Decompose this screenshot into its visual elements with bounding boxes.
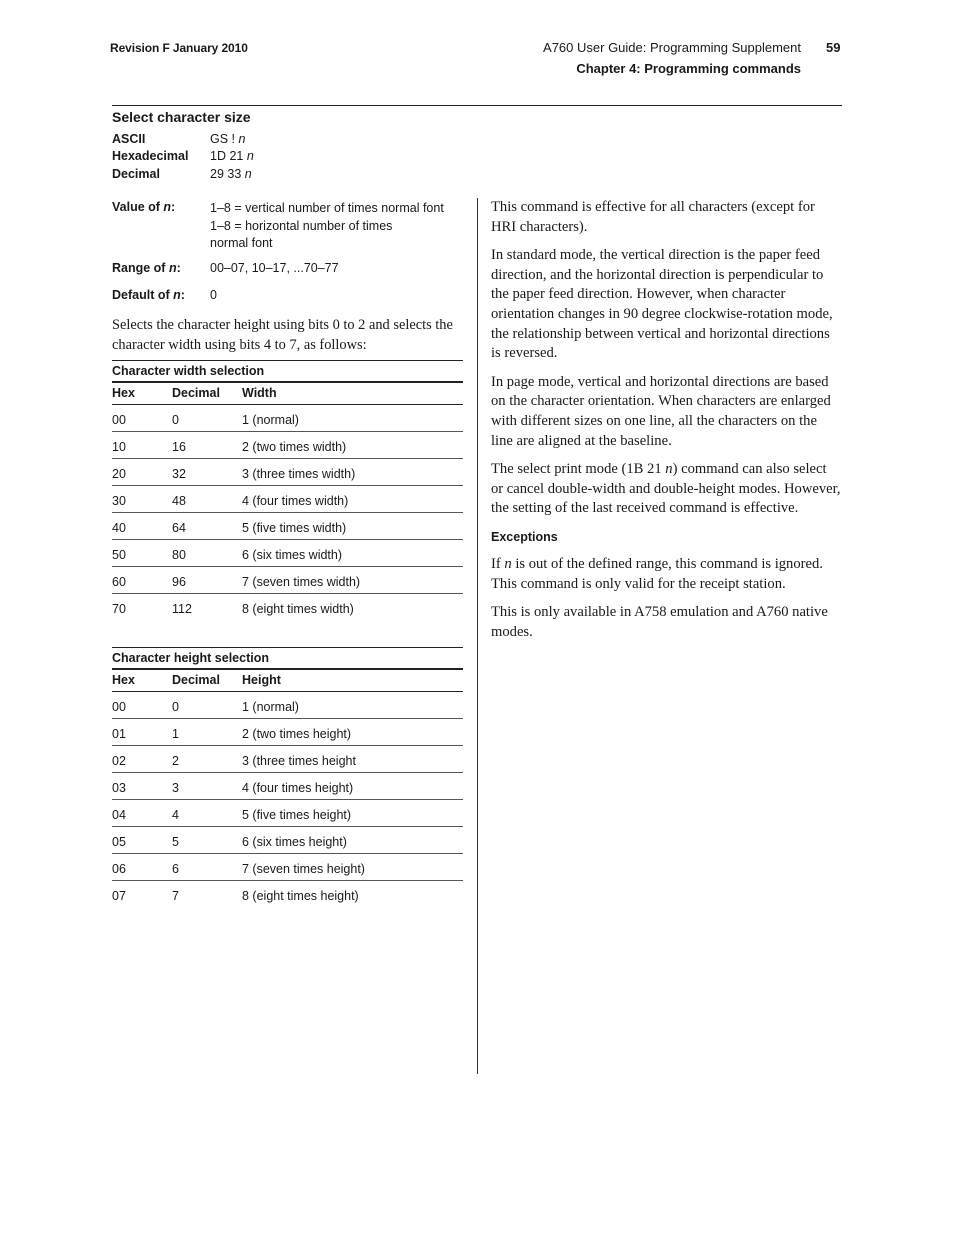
- cell-width: 8 (eight times width): [242, 602, 354, 616]
- width-table-title: Character width selection: [112, 364, 265, 378]
- cell-decimal: 0: [172, 700, 179, 714]
- col-header-hex: Hex: [112, 386, 135, 400]
- cell-hex: 00: [112, 700, 126, 714]
- cell-hex: 01: [112, 727, 126, 741]
- page-number: 59: [826, 40, 841, 55]
- cell-decimal: 6: [172, 862, 179, 876]
- cell-decimal: 3: [172, 781, 179, 795]
- cell-decimal: 64: [172, 521, 186, 535]
- ascii-label: ASCII: [112, 132, 146, 146]
- col-header-decimal: Decimal: [172, 386, 220, 400]
- cell-height: 7 (seven times height): [242, 862, 365, 876]
- table-row: [112, 800, 463, 827]
- table-row: [112, 692, 463, 719]
- column-divider: [477, 198, 478, 1074]
- cell-decimal: 96: [172, 575, 186, 589]
- table-row: [112, 827, 463, 854]
- col-header-hex: Hex: [112, 673, 135, 687]
- cell-hex: 10: [112, 440, 126, 454]
- table-row: [112, 513, 463, 540]
- cell-decimal: 32: [172, 467, 186, 481]
- cell-width: 7 (seven times width): [242, 575, 361, 589]
- cell-decimal: 48: [172, 494, 186, 508]
- cell-width: 3 (three times width): [242, 467, 356, 481]
- hex-label: Hexadecimal: [112, 149, 189, 163]
- paragraph-effective: This command is effective for all characters (except for HRI characters).: [491, 199, 815, 235]
- section-title: Select character size: [112, 109, 251, 125]
- width-table-header: [112, 383, 463, 405]
- cell-decimal: 1: [172, 727, 179, 741]
- table-row: [112, 881, 463, 907]
- col-header-decimal: Decimal: [172, 673, 220, 687]
- height-table: [112, 647, 463, 907]
- cell-hex: 07: [112, 889, 126, 903]
- cell-hex: 02: [112, 754, 126, 768]
- cell-hex: 05: [112, 835, 126, 849]
- guide-title: A760 User Guide: Programming Supplement: [543, 40, 801, 55]
- hex-value: 1D 21 n: [210, 149, 254, 163]
- cell-decimal: 4: [172, 808, 179, 822]
- cell-hex: 03: [112, 781, 126, 795]
- chapter-title: Chapter 4: Programming commands: [576, 61, 801, 76]
- table-row: [112, 567, 463, 594]
- range-of-n-label: Range of n:: [112, 261, 181, 275]
- cell-decimal: 112: [172, 602, 192, 616]
- cell-height: 2 (two times height): [242, 727, 352, 741]
- height-table-title: Character height selection: [112, 651, 269, 665]
- exceptions-heading: Exceptions: [491, 529, 558, 544]
- cell-width: 2 (two times width): [242, 440, 347, 454]
- cell-decimal: 7: [172, 889, 179, 903]
- cell-height: 6 (six times height): [242, 835, 347, 849]
- default-of-n-value: 0: [210, 288, 217, 302]
- table-row: [112, 459, 463, 486]
- cell-hex: 00: [112, 413, 126, 427]
- table-row: [112, 719, 463, 746]
- cell-decimal: 0: [172, 413, 179, 427]
- cell-hex: 20: [112, 467, 126, 481]
- cell-decimal: 5: [172, 835, 179, 849]
- paragraph-exceptions: If n is out of the defined range, this command is ignored. This command is only valid for the receipt station.: [491, 555, 823, 592]
- cell-hex: 50: [112, 548, 126, 562]
- cell-hex: 40: [112, 521, 126, 535]
- cell-width: 1 (normal): [242, 413, 299, 427]
- cell-height: 1 (normal): [242, 700, 299, 714]
- height-table-header: [112, 670, 463, 692]
- default-of-n-label: Default of n:: [112, 288, 185, 302]
- cell-hex: 60: [112, 575, 126, 589]
- header-rule: [112, 105, 842, 106]
- section-description: Selects the character height using bits 0 to 2 and selects the character width using bits 4 to 7, as follows:: [112, 317, 453, 353]
- cell-decimal: 16: [172, 440, 186, 454]
- cell-height: 3 (three times height: [242, 754, 356, 768]
- cell-width: 4 (four times width): [242, 494, 349, 508]
- table-row: [112, 540, 463, 567]
- paragraph-page-mode: In page mode, vertical and horizontal directions are based on the character orientation. When characters are enlarged with different sizes on one line, all the characters on the line are aligned at the baseline.: [491, 373, 831, 449]
- cell-hex: 04: [112, 808, 126, 822]
- width-table: [112, 360, 463, 620]
- right-column: [491, 198, 841, 651]
- cell-decimal: 80: [172, 548, 186, 562]
- cell-width: 5 (five times width): [242, 521, 347, 535]
- cell-width: 6 (six times width): [242, 548, 343, 562]
- cell-height: 8 (eight times height): [242, 889, 359, 903]
- cell-height: 4 (four times height): [242, 781, 354, 795]
- cell-height: 5 (five times height): [242, 808, 352, 822]
- table-row: [112, 854, 463, 881]
- value-of-n-value: 1–8 = vertical number of times normal font 1–8 = horizontal number of times normal font: [210, 201, 444, 250]
- table-row: [112, 746, 463, 773]
- cell-hex: 06: [112, 862, 126, 876]
- cell-hex: 70: [112, 602, 126, 616]
- table-row: [112, 594, 463, 620]
- col-header-width: Width: [242, 386, 277, 400]
- decimal-label: Decimal: [112, 167, 160, 181]
- table-row: [112, 432, 463, 459]
- paragraph-standard-mode: In standard mode, the vertical direction is the paper feed direction, and the horizontal direction is perpendicular to the paper feed direction. However, when character orientation changes in 90 degree clockwise-rotation mode, the relationship between vertical and horizontal directions is reversed.: [491, 247, 833, 362]
- cell-hex: 30: [112, 494, 126, 508]
- decimal-value: 29 33 n: [210, 167, 252, 181]
- paragraph-select-print-mode: The select print mode (1B 21 n) command can also select or cancel double-width and double-height modes. However, the setting of the last received command is effective.: [491, 461, 841, 517]
- table-row: [112, 486, 463, 513]
- value-of-n-label: Value of n:: [112, 200, 176, 214]
- ascii-value: GS ! n: [210, 132, 246, 146]
- table-row: [112, 405, 463, 432]
- cell-decimal: 2: [172, 754, 179, 768]
- range-of-n-value: 00–07, 10–17, ...70–77: [210, 261, 339, 275]
- col-header-height: Height: [242, 673, 281, 687]
- paragraph-availability: This is only available in A758 emulation and A760 native modes.: [491, 604, 828, 640]
- table-row: [112, 773, 463, 800]
- revision-label: Revision F January 2010: [110, 41, 248, 55]
